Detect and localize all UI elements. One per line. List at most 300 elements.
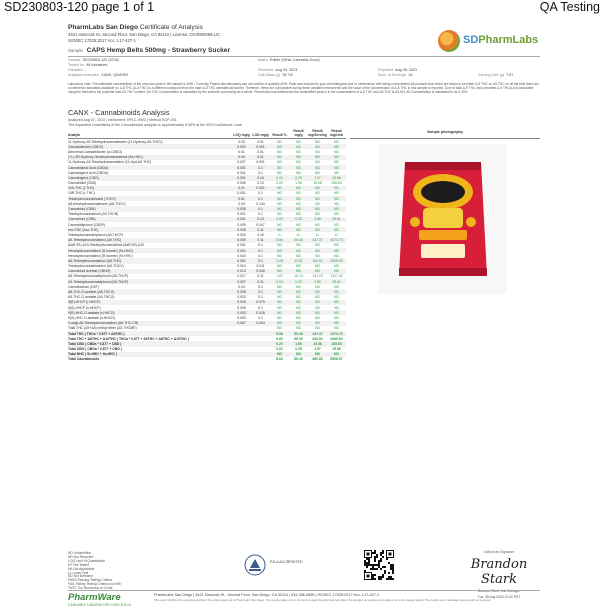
cell-value: ND (277, 321, 282, 326)
cell-value: 6808.57 (330, 357, 343, 362)
analyte-name: Cannabigerol (CBG) (68, 175, 99, 180)
cell-value: ND (277, 149, 282, 154)
cell-value: 15.58 (313, 341, 322, 346)
cell-value: 0.03 (238, 284, 245, 289)
sdpharmlabs-logo (432, 24, 544, 60)
table-row (68, 305, 346, 310)
analyte-name: Tetrahydrocannabivarinol (Δ9-THCV) (68, 264, 124, 269)
info-cell (258, 58, 378, 62)
cell-value: ND (277, 290, 282, 295)
total-row (68, 347, 346, 352)
analyte-name: Δ8-tetrahydrocannabivarin (Δ8-THCV) (68, 201, 126, 206)
analyte-name: 9-acigl-Δ8-Tetrahydrocannabinol (Δ8-THC-CR) (68, 321, 139, 326)
info-cell (68, 73, 258, 77)
table-row (68, 232, 346, 237)
cell-value: ND (296, 315, 301, 320)
cell-value: ND (334, 207, 339, 212)
info-row (68, 67, 540, 72)
info-value: CANX, QWA/SH (100, 73, 129, 78)
cell-value: ND (296, 352, 301, 357)
cell-value: ND (277, 269, 282, 274)
cell-value: ND (277, 201, 282, 206)
cell-value: ND (296, 227, 301, 232)
table-row (68, 155, 346, 160)
cell-value: 0.1 (258, 248, 263, 253)
cell-value: 5260.60 (330, 336, 343, 341)
cell-value: 0.03 (238, 155, 245, 160)
cell-value: ND (296, 160, 301, 165)
cell-value: ND (334, 264, 339, 269)
cell-value: 0.014 (237, 269, 246, 274)
cell-value: ND (315, 212, 320, 217)
cell-value: ND (334, 326, 339, 331)
cell-value: ND (296, 295, 301, 300)
cell-value: 0.1 (258, 284, 263, 289)
table-header (68, 130, 346, 139)
cell-value: ND (315, 315, 320, 320)
info-key: Received (258, 67, 274, 72)
sample-info-block (68, 56, 540, 78)
table-row (68, 139, 346, 144)
table-row (68, 165, 346, 170)
table-row (68, 170, 346, 175)
total-row (68, 352, 346, 357)
accreditation-text (270, 560, 303, 564)
cell-value: ND (334, 186, 339, 191)
cell-value: ND (334, 144, 339, 149)
cell-value: ND (334, 305, 339, 310)
total-row (68, 336, 346, 341)
cell-value: 1.96 (295, 341, 302, 346)
cell-value: ND (277, 160, 282, 165)
cell-value: ND (334, 310, 339, 315)
table-row (68, 315, 346, 320)
pharmware-sub: CANNABIS LABORATORY LIMS & ELN (68, 603, 131, 607)
table-row (68, 248, 346, 253)
info-cell (68, 58, 258, 62)
cell-value: ND (296, 165, 301, 170)
cell-value: LL (277, 232, 282, 237)
cell-value: ND (296, 222, 301, 227)
cell-value: ND (315, 295, 320, 300)
cell-value: ND (296, 243, 301, 248)
analysis-meta: Analyzed Aug 07, 2023 | Instrument: HPLC-VWD | Method SOP-001 (68, 118, 177, 122)
cell-value: 0.005 (237, 227, 246, 232)
cell-value: ND (315, 321, 320, 326)
cell-value: ND (315, 300, 320, 305)
cell-value: 4373.73 (330, 331, 343, 336)
cell-value: ND (296, 284, 301, 289)
table-row (68, 175, 346, 180)
table-row (68, 181, 346, 186)
table-row (68, 186, 346, 191)
cell-value: 0.001 (237, 170, 246, 175)
cell-value: ND (296, 264, 301, 269)
cell-value: 1.28 (276, 258, 283, 263)
legend-item: NA Not Applicable (68, 566, 95, 571)
info-key: Analyses executed (68, 73, 99, 78)
cell-value: 0.1 (258, 170, 263, 175)
cell-value: 0.11 (257, 279, 264, 284)
cell-value: ND (315, 284, 320, 289)
cell-value: ND (296, 139, 301, 144)
analyte-name: 11-Hydroxy-Δ9-Tetrahydrocannabinol (11-Hyd-Δ9-THC) (68, 160, 152, 165)
sample-label: Sample (68, 48, 83, 53)
info-row (68, 73, 540, 78)
cell-value: 0.003 (237, 253, 246, 258)
info-cell (258, 68, 378, 72)
cell-value: 0.040 (256, 269, 265, 274)
cell-value: 0.005 (237, 290, 246, 295)
footer-address: PharmLabs San Diego | 3421 Hancock St., Second Floor, San Diego, CA 92110 | 619.356.0899 | ISO/IEC 17025:2017 Acc. L17-427-1 (154, 593, 380, 597)
table-row (68, 284, 346, 289)
cell-value: 0.026 (237, 300, 246, 305)
cell-value: 437.37 (312, 238, 323, 243)
analyte-name: Total THC (Δ9+Δ8) methyl ether (Δ9-THCME) (68, 326, 137, 331)
cell-value: 0.204 (256, 321, 265, 326)
lab-name-line (68, 24, 368, 31)
cell-value: 19.66 (332, 175, 341, 180)
cell-value: ND (277, 284, 282, 289)
analyte-name: 10R-THC (r-THC) (68, 191, 95, 196)
table-row (68, 243, 346, 248)
cell-value: ND (296, 201, 301, 206)
pharmware-logo (68, 592, 148, 606)
cell-value: ND (315, 186, 320, 191)
cell-value: 0.004 (237, 264, 246, 269)
cell-value: 0.1 (258, 207, 263, 212)
table-row (68, 264, 346, 269)
cell-value: 4373.73 (330, 238, 343, 243)
cell-value: 0.005 (237, 305, 246, 310)
pharmware-name: PharmWare (68, 592, 121, 603)
legend-item: LOQ Limit of Quantitation (68, 558, 106, 563)
cell-value: ND (277, 305, 282, 310)
cell-value: ND (315, 305, 320, 310)
cell-value: 0.079 (256, 300, 265, 305)
cell-value: 16.74 (294, 274, 303, 279)
cell-value: ND (334, 290, 339, 295)
cell-value: 6.60 (276, 336, 283, 341)
info-cell (68, 68, 258, 72)
cell-value: 0.005 (237, 181, 246, 186)
table-row (68, 222, 346, 227)
cell-value: ND (334, 201, 339, 206)
cell-value: ND (334, 295, 339, 300)
cell-value: ND (296, 196, 301, 201)
cell-value: ND (296, 207, 301, 212)
cell-value: 0.1 (258, 295, 263, 300)
cell-value: ND (334, 284, 339, 289)
cell-value: 0.001 (237, 165, 246, 170)
cell-value: ND (315, 352, 320, 357)
cell-value: ND (315, 170, 320, 175)
info-value: Aug 03, 2023 (275, 67, 298, 72)
cell-value: 0.33 (295, 279, 302, 284)
cell-value: 0.003 (237, 232, 246, 237)
info-key: Reported (378, 67, 394, 72)
cell-value: ND (315, 243, 320, 248)
cell-value: ND (315, 160, 320, 165)
cell-value: 0.02 (276, 175, 283, 180)
cell-value: 0.005 (237, 238, 246, 243)
analyte-name: (6aR,9S)-Δ10-Tetrahydrocannabinol (6aR,9S)-Δ10 (68, 243, 144, 248)
cell-value: 0.001 (237, 258, 246, 263)
analyte-name: 9(S)-HHC-O-acetate (s-HHCO) (68, 315, 115, 320)
cell-value: 86.40 (294, 357, 303, 362)
cell-value: 1317.42 (330, 274, 343, 279)
cell-value: ND (315, 144, 320, 149)
legend (68, 552, 188, 591)
cell-value: ND (334, 155, 339, 160)
analyte-name: Tetrahydrocannabinol (Δ9-THCB) (68, 212, 119, 217)
table-row (68, 310, 346, 315)
col-result-mgg: Result mg/g (293, 129, 304, 137)
cell-value: ND (277, 212, 282, 217)
cell-value: ND (334, 352, 339, 357)
cell-value: 0.11 (257, 238, 264, 243)
col-lod: LOD mg/g (252, 133, 269, 137)
logo-text-sd: SD (463, 34, 479, 46)
cell-value: 0.01 (257, 155, 264, 160)
cell-value: 0.01 (257, 149, 264, 154)
legend-item: NT Not Tested (68, 562, 89, 567)
cell-value: 100.91 (312, 258, 323, 263)
cell-value: ND (296, 144, 301, 149)
cell-value: ND (334, 243, 339, 248)
info-key: Tested for (68, 62, 85, 67)
cell-value: ND (334, 227, 339, 232)
info-cell (478, 73, 540, 77)
info-value: All Industries (86, 62, 108, 67)
sample-name: CAPS Hemp Belts 500mg - Strawberry Sucker (86, 47, 231, 54)
cell-value: ND (334, 191, 339, 196)
cell-value: 0.144 (256, 201, 265, 206)
analyte-name: 11-Hydroxy-Δ9-Tetrahydrocannabivarin (11-Hydroxy-Δ9-THCV) (68, 139, 163, 144)
cell-value: 0.03 (238, 139, 245, 144)
cell-value: 0.067 (237, 321, 246, 326)
cell-value: ND (296, 321, 301, 326)
analyte-name: Δ8-Tetrahydrocannabinol (Δ8-THC) (68, 258, 122, 263)
col-result-pct: Result % (272, 133, 287, 137)
table-row (68, 258, 346, 263)
cell-value: 0.001 (256, 160, 265, 165)
table-row (68, 289, 346, 294)
coa-sheet (64, 20, 544, 608)
cell-value: 55.48 (294, 238, 303, 243)
cell-value: ND (296, 326, 301, 331)
cell-value: 0.003 (237, 315, 246, 320)
cell-value: ND (334, 321, 339, 326)
cell-value: ND (315, 290, 320, 295)
table-body (68, 139, 346, 362)
cell-value: ND (315, 264, 320, 269)
table-row (68, 144, 346, 149)
legend-item: LL Lower limit (68, 570, 89, 575)
table-row (68, 300, 346, 305)
col-analyte: Analyte (68, 133, 81, 137)
table-row (68, 191, 346, 196)
legend-item: ND Unidentified (68, 551, 92, 555)
table-row (68, 227, 346, 232)
cell-value: 5.56 (276, 331, 283, 336)
laboratory-note: Laboratory note: The estimated concentration of the unknown peak in the sample is ΔHH / Currently PharmLabs laboratory can not confirm or quantify ΔHH. Peak was included in your chromatogram due to interference with listing concentrated Δ8 products that which are below to be either Δ-8 THC on Δ9-THC on all the time there are no reference standards available for Δ-8 THC (Δ-8 THC) is a different compound from the main Δ-8 THC cannabinoid isomer. Therefore, these are comparable during these validated instruments and the value of the concentration of Δ-8 THC in this sample is reported. Sum of total Δ-9 THC and converted Δ-9 THCA-A is calculated using the formula to the potential total Δ9-THC content. Δ9-THC Concentration is calculated by the scientific community as a whole. PharmLabs has determined the unidentified peak is in the concentration of Δ-8 THC and Δ9-THC is Δ9-HH. Δ9 Concentration is calculated to be 0.33% (68, 82, 539, 94)
cell-value: ND (296, 305, 301, 310)
cell-value: 8.64 (276, 357, 283, 362)
cell-value: 2.56 (314, 217, 321, 222)
cell-value: ND (296, 269, 301, 274)
cell-value: 0.03 (276, 279, 283, 284)
cell-value: ND (315, 310, 320, 315)
cell-value: 0.001 (237, 217, 246, 222)
cell-value: 55.48 (294, 331, 303, 336)
qa-testing-label: QA Testing (539, 0, 600, 14)
analyte-name: Cannabidiphorol (CBDP) (68, 222, 106, 227)
table-row (68, 274, 346, 279)
cell-value: 0.007 (237, 160, 246, 165)
product-photo (379, 144, 507, 294)
cell-value: 2.56 (314, 279, 321, 284)
cell-value: ND (296, 310, 301, 315)
cell-value: 680.80 (312, 357, 323, 362)
cell-value: ND (277, 300, 282, 305)
cell-value: 155.83 (331, 341, 342, 346)
cell-value: ND (315, 269, 320, 274)
cell-value: 0.017 (237, 274, 246, 279)
analyte-name: 9(R)-HHC-O-acetate (r-HHCO) (68, 310, 115, 315)
legend-item: NR Not Reported (68, 554, 94, 559)
analyte-name: Δ8-Tetrahydrocannabiphorol (Δ8-THCP) (68, 274, 129, 279)
cell-value: 131.74 (312, 274, 323, 279)
uncertainty-note: The expanded Uncertainty of the Cannabinoids analysis is approximately 8.98% at the 95% Confidence Level (68, 123, 243, 127)
cell-value: ND (315, 248, 320, 253)
table-row (68, 212, 346, 217)
cell-value: 66.05 (294, 336, 303, 341)
cell-value: ND (277, 315, 282, 320)
cell-value: ND (315, 207, 320, 212)
qr-code-icon (364, 550, 394, 580)
cell-value: 0.005 (237, 222, 246, 227)
table-row (68, 206, 346, 211)
info-key: Sampled (68, 67, 83, 72)
cell-value: ND (315, 165, 320, 170)
cell-value: ND (334, 248, 339, 253)
cell-value: 0.001 (237, 243, 246, 248)
table-row (68, 149, 346, 154)
table-row (68, 196, 346, 201)
cell-value: ND (315, 253, 320, 258)
analyte-name: 10S-THC (l-THC) (68, 186, 95, 191)
analyte-name: Hexahydrocannabinol (R-Isomer) (9r-HHC) (68, 253, 133, 258)
analyte-name: Total Cannabinoids (68, 357, 100, 362)
cell-value: ND (315, 155, 320, 160)
cell-value: ND (277, 207, 282, 212)
analyte-name: Δ9-Tetrahydrocannabinol (Δ9-THC) (68, 238, 122, 243)
cell-value: 0.13 (257, 217, 264, 222)
cell-value: ND (315, 149, 320, 154)
cell-value: 0.001 (237, 248, 246, 253)
cell-value: 0.1 (258, 258, 263, 263)
cell-value: 19.66 (332, 347, 341, 352)
info-value: Aug 08, 2023 (395, 67, 418, 72)
cell-value: 0.005 (237, 207, 246, 212)
cell-value: ND (296, 300, 301, 305)
lab-header (68, 24, 368, 43)
table-row (68, 253, 346, 258)
table-row (68, 326, 346, 331)
cell-value: ND (277, 144, 282, 149)
cell-value: ND (277, 352, 282, 357)
cell-value: ND (277, 196, 282, 201)
table-row (68, 321, 346, 326)
cell-value: 25.61 (332, 217, 341, 222)
cell-value: ND (334, 315, 339, 320)
analyte-name: Δ8-THC-O-acetate (Δ8-THCO) (68, 290, 115, 295)
table-row (68, 201, 346, 206)
signature: Brandon Stark (470, 557, 528, 587)
cell-value: LL (296, 232, 301, 237)
cell-value: 0.1 (258, 165, 263, 170)
cell-value: ND (334, 222, 339, 227)
info-value: 10 (408, 73, 413, 78)
legend-item: PASS Passing Testing Criteria (68, 578, 113, 583)
col-loq: LOQ mg/g (233, 133, 250, 137)
cell-value: 15.58 (313, 181, 322, 186)
analyte-name: Cannabinol Acetate (CBNO) (68, 269, 111, 274)
cell-value: 0.011 (256, 264, 265, 269)
info-key: Serving Size (g) (478, 73, 505, 78)
cell-value: ND (334, 300, 339, 305)
cell-value: 0.1 (258, 315, 263, 320)
photo-header: Sample photography (350, 130, 540, 139)
analyte-name: Total HHC ( 9r-HHC + 9s-HHC ) (68, 352, 118, 357)
cell-value: 0.01 (257, 139, 264, 144)
table-row (68, 295, 346, 300)
analyte-name: Cannabidiolic Acid (CBDA) (68, 165, 109, 170)
info-value: 7.87 (506, 73, 514, 78)
info-cell (378, 68, 478, 72)
table-row (68, 217, 346, 222)
col-result-unit: Result mg/Unit (330, 129, 343, 137)
info-key: Sample (68, 57, 81, 62)
analyte-name: (+/-)-9R-Hydroxy-Hexahydrocannabinol (9α-HHC) (68, 155, 143, 160)
cell-value: ND (334, 212, 339, 217)
cell-value: ND (334, 139, 339, 144)
cell-value: ND (277, 155, 282, 160)
analyte-name: Cannabidiol (CBD) (68, 181, 97, 186)
info-cell (378, 73, 478, 77)
analyte-name: Δ9-THC-O-acetate (Δ9-THCO) (68, 295, 115, 300)
cell-value: ND (334, 160, 339, 165)
cell-value: ND (315, 227, 320, 232)
legend-item: FAIL Failing Testing Criteria (not NR) (68, 582, 122, 587)
cell-value: 0.1 (258, 191, 263, 196)
cell-value: 0.1 (258, 290, 263, 295)
cell-value: 0.002 (237, 144, 246, 149)
analyte-name: Hexahydrocannabinol (S-Isomer) (9s-HHC) (68, 248, 134, 253)
signature-block (456, 550, 542, 599)
col-result-serving: Result mg/Serving (308, 129, 327, 137)
analyte-name: Cannabinol (CBN) (68, 207, 96, 212)
cell-value: 1009.09 (330, 258, 343, 263)
total-row (68, 357, 346, 362)
section-title: CANX - Cannabinoids Analysis (68, 108, 170, 117)
cell-value: 0.16 (257, 175, 264, 180)
cell-value: 525.90 (312, 336, 323, 341)
cell-value: 1.67 (276, 274, 283, 279)
analyte-name: 9(S)-HHCP (s-HHCP) (68, 305, 101, 310)
cell-value: LL (334, 232, 339, 237)
